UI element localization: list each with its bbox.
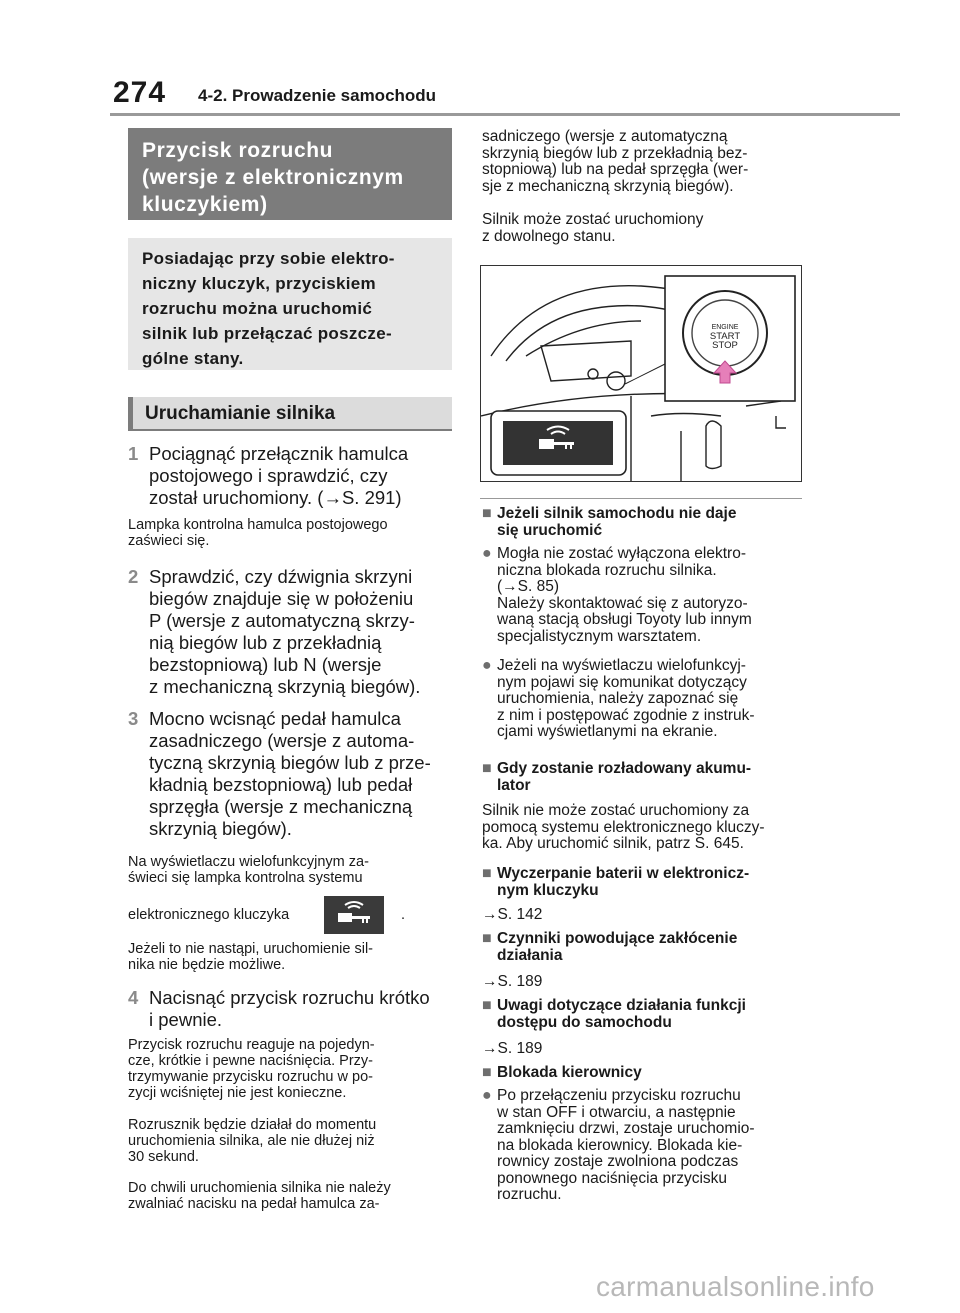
step-2 (128, 566, 453, 698)
step-1 (128, 443, 453, 509)
note-line: trzymywanie przycisku rozruchu w po- (128, 1069, 373, 1085)
header-rule (110, 113, 900, 116)
square-marker-icon: ■ (482, 505, 492, 522)
square-marker-icon: ■ (482, 930, 492, 947)
text-line: waną stacją obsługi Toyoty lub innym (497, 611, 752, 628)
step-line: Sprawdzić, czy dźwignia skrzyni (149, 566, 413, 587)
text-line: cjami wyświetlanymi na ekranie. (497, 723, 718, 740)
note-line: Do chwili uruchomienia silnika nie należy (128, 1180, 391, 1196)
note-step3-b-end: . (401, 907, 406, 923)
text-line: Uwagi dotyczące działania funkcji (497, 997, 746, 1014)
watermark: carmanualsonline.info (596, 1271, 875, 1302)
sec6-bullet-1 (497, 1088, 807, 1204)
step-4 (128, 987, 453, 1031)
square-marker-icon: ■ (482, 760, 492, 777)
intro-line: Posiadając przy sobie elektro- (142, 249, 395, 268)
step-line: Nacisnąć przycisk rozruchu krótko (149, 987, 430, 1008)
dashboard-illustration (480, 265, 802, 482)
text-line: Mogła nie zostać wyłączona elektro- (497, 545, 746, 562)
text-line: niczna blokada rozruchu silnika. (497, 561, 717, 579)
text-line: z dowolnego stanu. (482, 227, 616, 245)
note-line: Lampka kontrolna hamulca postojowego (128, 517, 388, 533)
step-line: sprzęgła (wersje z mechaniczną (149, 796, 413, 817)
step-line: biegów znajduje się w położeniu (149, 588, 414, 609)
smart-key-indicator-icon (324, 896, 384, 934)
engine-label: ENGINE (711, 324, 739, 331)
note-line: świeci się lampka kontrolna systemu (128, 870, 363, 886)
step-line: i pewnie. (149, 1009, 223, 1030)
subheading: Uruchamianie silnika (145, 403, 336, 424)
step-line: Mocno wcisnąć pedał hamulca (149, 708, 401, 729)
sec6-title: Blokada kierownicy (497, 1064, 642, 1081)
sec5-ref: →S. 189 (482, 1040, 543, 1057)
note-line: nika nie będzie możliwe. (128, 957, 286, 973)
sec3-title (497, 866, 807, 899)
sec4-title (497, 931, 807, 964)
sec2-text (482, 803, 802, 853)
title-line: Przycisk rozruchu (142, 139, 334, 162)
text-line: w stan OFF i otwarciu, a następnie (497, 1103, 736, 1121)
text-line: skrzynią biegów lub z przekładnią bez- (482, 144, 748, 162)
step-number: 1 (128, 443, 139, 464)
step-number: 4 (128, 987, 139, 1008)
continued-text (482, 129, 802, 195)
note-line: Jeżeli to nie nastąpi, uruchomienie sil- (128, 941, 374, 957)
sec3-ref: →S. 142 (482, 906, 543, 923)
note-line: zwalniać nacisku na pedał hamulca za- (128, 1196, 380, 1212)
step-line: kładnią bezstopniową) lub pedał (149, 774, 413, 795)
text-line: Wyczerpanie baterii w elektronicz- (497, 865, 750, 882)
text-line: na blokada kierownicy. Blokada kie- (497, 1136, 743, 1154)
note-step4-a (128, 1037, 453, 1101)
text-line: Silnik nie może zostać uruchomiony za (482, 802, 750, 819)
note-line: Przycisk rozruchu reaguje na pojedyn- (128, 1037, 375, 1053)
text-line: Po przełączeniu przycisku rozruchu (497, 1087, 741, 1104)
step-line: Pociągnąć przełącznik hamulca (149, 443, 409, 464)
square-marker-icon: ■ (482, 997, 492, 1014)
bullet-dot-icon: ● (482, 1087, 492, 1104)
text-line: Silnik może zostać uruchomiony (482, 211, 704, 228)
note-line: Rozrusznik będzie działał do momentu (128, 1117, 377, 1133)
intro-line: rozruchu można uruchomić (142, 299, 373, 318)
text-line: działania (497, 946, 563, 964)
bullet-dot-icon: ● (482, 545, 492, 562)
any-state-text (482, 212, 802, 245)
step-number: 3 (128, 708, 139, 729)
text-line: z nim i postępować zgodnie z instruk- (497, 706, 755, 724)
text-line: Jeżeli na wyświetlaczu wielofunkcyj- (497, 657, 746, 674)
dashboard-drawing (481, 266, 801, 481)
square-marker-icon: ■ (482, 1064, 492, 1081)
intro-line: gólne stany. (142, 349, 244, 368)
sec2-title (497, 761, 807, 794)
step-line: zasadniczego (wersje z automa- (149, 730, 415, 751)
text-line: dostępu do samochodu (497, 1013, 672, 1031)
sec1-bullet-1 (497, 546, 807, 645)
step-line: nią biegów lub z przekładnią (149, 632, 382, 653)
text-line: Jeżeli silnik samochodu nie daje (497, 505, 737, 522)
text-line: Gdy zostanie rozładowany akumu- (497, 760, 752, 777)
note-line: 30 sekund. (128, 1149, 199, 1165)
text-line: pomocą systemu elektronicznego kluczy- (482, 818, 765, 836)
section-title: 4-2. Prowadzenie samochodu (198, 86, 437, 105)
intro-box (128, 238, 452, 370)
step-number: 2 (128, 566, 139, 587)
text-line: (→S. 85) (497, 578, 560, 595)
intro-line: niczny kluczyk, przyciskiem (142, 274, 376, 293)
note-step1 (128, 517, 453, 549)
step-line: bezstopniową) lub N (wersje (149, 654, 382, 675)
title-line: (wersje z elektronicznym (142, 166, 404, 189)
note-step3-c (128, 941, 453, 973)
note-step4-c (128, 1180, 453, 1212)
note-line: cze, krótkie i pewne naciśnięcia. Przy- (128, 1053, 373, 1069)
note-step4-b (128, 1117, 453, 1165)
sec5-title (497, 998, 807, 1031)
text-line: ponownego naciśnięcia przycisku (497, 1169, 728, 1187)
title-line: kluczykiem) (142, 193, 268, 216)
note-line: zaświeci się. (128, 533, 210, 549)
step-line: został uruchomiony. (→S. 291) (149, 487, 402, 508)
text-line: sadniczego (wersje z automatyczną (482, 128, 728, 145)
step-line: P (wersje z automatyczną skrzy- (149, 610, 415, 631)
text-line: stopniową) lub na pedał sprzęgła (wer- (482, 161, 749, 178)
note-line: uruchomienia silnika, ale nie dłużej niż (128, 1133, 375, 1149)
text-line: rownicy zostaje zwolniona podczas (497, 1153, 739, 1170)
text-line: Należy skontaktować się z autoryzo- (497, 594, 748, 612)
sec4-ref: →S. 189 (482, 973, 543, 990)
text-line: ka. Aby uruchomić silnik, patrz S. 645. (482, 835, 744, 852)
step-line: tyczną skrzynią biegów lub z prze- (149, 752, 431, 773)
text-line: Czynniki powodujące zakłócenie (497, 930, 738, 947)
text-line: lator (497, 776, 531, 794)
subheading-box (128, 397, 452, 431)
chapter-title-box (128, 128, 452, 220)
note-line: zycji wciśniętej nie jest konieczne. (128, 1085, 347, 1101)
step-line: skrzynią biegów). (149, 818, 292, 839)
page-number: 274 (113, 76, 167, 109)
sec1-bullet-2 (497, 658, 807, 741)
step-3 (128, 708, 453, 840)
text-line: nym pojawi się komunikat dotyczący (497, 673, 747, 691)
text-line: się uruchomić (497, 521, 603, 539)
intro-line: silnik lub przełączać poszcze- (142, 324, 392, 343)
text-line: rozruchu. (497, 1186, 562, 1203)
sec1-title (497, 506, 807, 539)
square-marker-icon: ■ (482, 865, 492, 882)
text-line: zamknięciu drzwi, zostaje uruchomio- (497, 1120, 755, 1137)
text-line: sje z mechaniczną skrzynią biegów). (482, 177, 734, 195)
step-line: postojowego i sprawdzić, czy (149, 465, 388, 486)
note-step3-b: elektronicznego kluczyka (128, 907, 290, 923)
text-line: uruchomienia, należy zapoznać się (497, 690, 739, 707)
start-label: START (709, 331, 741, 342)
step-line: z mechaniczną skrzynią biegów). (149, 676, 421, 697)
note-line: Na wyświetlaczu wielofunkcyjnym za- (128, 854, 369, 870)
section-divider (480, 498, 802, 499)
note-step3-a (128, 854, 453, 886)
bullet-dot-icon: ● (482, 657, 492, 674)
text-line: nym kluczyku (497, 881, 599, 899)
stop-label: STOP (712, 340, 738, 351)
text-line: specjalistycznym warsztatem. (497, 627, 702, 645)
